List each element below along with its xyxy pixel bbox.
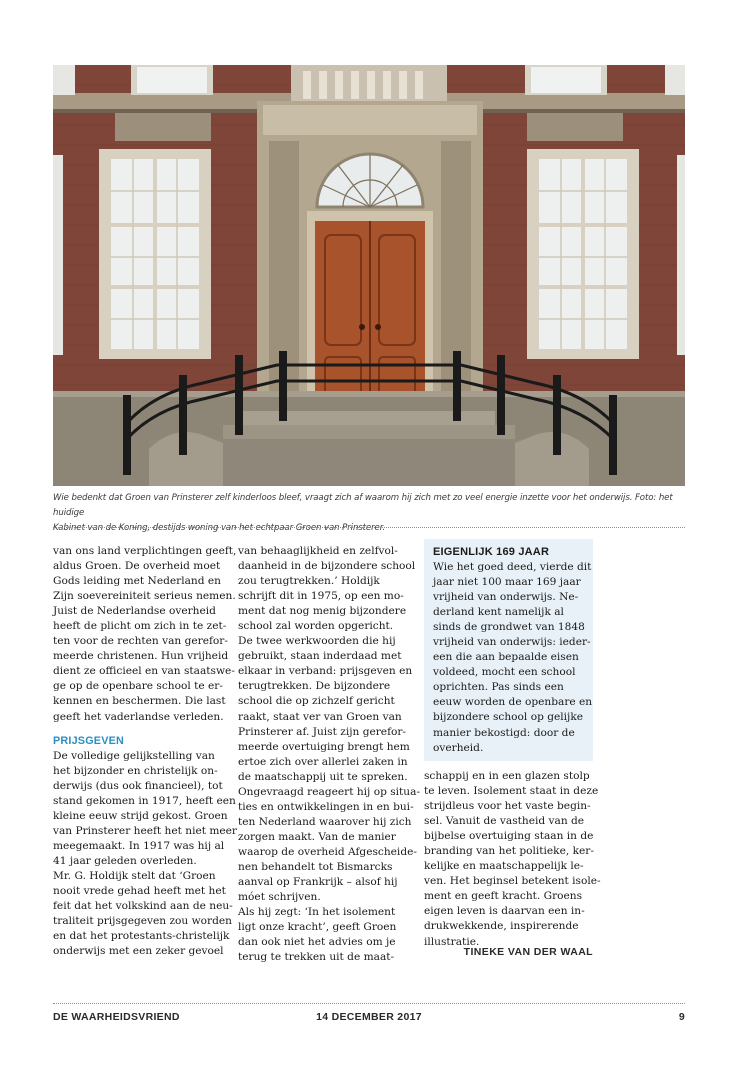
sidebar-title: EIGENLIJK 169 JAAR — [433, 546, 550, 558]
text-line: Wie het goed deed, vierde dit — [433, 561, 592, 573]
article-column-2 — [238, 544, 421, 965]
text-line: ertoe zich over allerlei zaken in — [238, 755, 408, 768]
photo-caption — [53, 491, 685, 536]
article-column-1 — [53, 544, 237, 959]
text-line: bijbelse overtuiging staan in de — [424, 830, 594, 843]
text-line: stand gekomen in 1917, heeft een — [53, 794, 236, 807]
text-line: Mr. G. Holdijk stelt dat ‘Groen — [53, 869, 216, 882]
text-line: meerde christenen. Hun vrijheid — [53, 650, 229, 663]
text-line: nen behandelt tot Bismarcks — [238, 860, 393, 873]
text-line: Gods leiding met Nederland en — [53, 575, 221, 588]
caption-divider — [53, 527, 685, 528]
text-line: ment en geeft kracht. Groens — [424, 890, 583, 903]
text-line: illustratie. — [424, 935, 480, 948]
text-line: nooit vrede gehad heeft met het — [53, 885, 226, 898]
author-byline: TINEKE VAN DER WAAL — [463, 946, 593, 958]
text-line: geeft het vaderlandse verleden. — [53, 710, 224, 723]
text-line: aanval op Frankrijk – alsof hij — [238, 876, 398, 889]
text-line: strijdleus voor het vaste begin- — [424, 800, 591, 813]
text-line: elkaar in verband: prijsgeven en — [238, 665, 413, 678]
text-line: de maatschappij uit te spreken. — [238, 770, 408, 783]
text-line: overheid. — [433, 741, 484, 754]
text-line: Zijn soevereiniteit serieus nemen. — [53, 590, 236, 603]
text-line: zorgen maakt. Van de manier — [238, 830, 396, 843]
text-line: derland kent namelijk al — [433, 606, 564, 619]
text-line: en dat het protestants-christelijk — [53, 930, 230, 943]
text-line: schrijft dit in 1975, op een mo- — [238, 590, 404, 603]
text-line: Prinsterer af. Juist zijn gerefor- — [238, 725, 407, 738]
text-line: manier bekostigd: door de — [433, 726, 575, 739]
text-line: sel. Vanuit de vastheid van de — [424, 815, 585, 828]
text-line: dan ook niet het advies om je — [238, 936, 396, 949]
text-line: vrijheid van onderwijs. Ne- — [433, 591, 579, 604]
text-line: ties en ontwikkelingen in en bui- — [238, 800, 414, 813]
text-line: van ons land verplichtingen geeft, — [53, 545, 237, 557]
section-heading: PRIJSGEVEN — [53, 734, 125, 747]
text-line: heeft de plicht om zich in te zet- — [53, 620, 227, 633]
text-line: schappij en in een glazen stolp — [424, 770, 590, 782]
publication-name: DE WAARHEIDSVRIEND — [53, 1011, 180, 1023]
text-line: móet schrijven. — [238, 891, 321, 904]
text-line: dient ze officieel en van staatswe- — [53, 665, 235, 678]
text-line: eeuw worden de openbare en — [433, 696, 593, 709]
text-line: branding van het politieke, ker- — [424, 845, 594, 858]
text-line: ten Nederland waarover hij zich — [238, 815, 412, 828]
text-line: ge op de openbare school te er- — [53, 680, 223, 693]
text-line: aldus Groen. De overheid moet — [53, 560, 221, 573]
text-line: drukwekkende, inspirerende — [424, 920, 579, 933]
text-line: ment dat nog menig bijzondere — [238, 605, 407, 618]
text-line: De volledige gelijkstelling van — [53, 749, 215, 762]
text-line: eigen leven is daarvan een in- — [424, 905, 585, 918]
text-line: 41 jaar geleden overleden. — [53, 854, 197, 867]
issue-date: 14 DECEMBER 2017 — [316, 1011, 422, 1023]
text-line: van behaaglijkheid en zelfvol- — [238, 545, 398, 557]
text-line: derwijs (dus ook financieel), tot — [53, 779, 223, 792]
text-line: vrijheid van onderwijs: ieder- — [433, 636, 591, 649]
text-line: daanheid in de bijzondere school — [238, 560, 416, 573]
text-line: het bijzonder en christelijk on- — [53, 764, 218, 777]
text-line: van Prinsterer heeft het niet meer — [53, 824, 237, 837]
text-line: Ongevraagd reageert hij op situa- — [238, 785, 421, 798]
text-line: traliteit prijsgegeven zou worden — [53, 915, 232, 928]
text-line: sinds de grondwet van 1848 — [433, 621, 585, 634]
page-number: 9 — [678, 1011, 685, 1023]
text-line: meegemaakt. In 1917 was hij al — [53, 839, 225, 852]
text-line: school zal worden opgericht. — [238, 620, 394, 633]
text-line: onderwijs met een zeker gevoel — [53, 945, 224, 958]
text-line: kelijke en maatschappelijk le- — [424, 860, 584, 873]
caption-line: Kabinet van de Koning, destijds woning van het echtpaar Groen van Prinsterer. — [53, 523, 386, 533]
text-line: een die aan bepaalde eisen — [433, 651, 579, 664]
building-photo — [53, 65, 685, 486]
text-line: oprichten. Pas sinds een — [433, 681, 564, 694]
text-line: jaar niet 100 maar 169 jaar — [433, 576, 581, 589]
text-line: gebruikt, staan inderdaad met — [238, 650, 402, 663]
text-line: De twee werkwoorden die hij — [238, 635, 396, 648]
text-line: bijzondere school op gelijke — [433, 711, 584, 724]
footer-divider — [53, 1003, 685, 1004]
caption-line: Wie bedenkt dat Groen van Prinsterer zelf kinderloos bleef, vraagt zich af waarom hij zich met zo veel energie inzette voor het onderwijs. Foto: het huidige — [53, 493, 673, 518]
text-line: kennen en beschermen. Die last — [53, 695, 226, 708]
text-line: zou terugtrekken.’ Holdijk — [238, 575, 380, 588]
text-line: ven. Het beginsel betekent isole- — [424, 875, 601, 888]
text-line: Juist de Nederlandse overheid — [53, 605, 216, 618]
text-line: terugtrekken. De bijzondere — [238, 680, 391, 693]
article-column-3 — [424, 769, 601, 950]
sidebar-box — [424, 539, 593, 761]
text-line: meerde overtuiging brengt hem — [238, 740, 410, 753]
text-line: ligt onze kracht’, geeft Groen — [238, 921, 397, 934]
text-line: waarop de overheid Afgescheide- — [238, 845, 417, 858]
text-line: terug te trekken uit de maat- — [238, 951, 395, 964]
text-line: feit dat het volkskind aan de neu- — [53, 900, 233, 913]
text-line: school die op zichzelf gericht — [238, 695, 395, 708]
text-line: voldeed, mocht een school — [433, 666, 576, 679]
text-line: ten voor de rechten van gerefor- — [53, 635, 228, 648]
text-line: Als hij zegt: ‘In het isolement — [238, 906, 396, 919]
text-line: te leven. Isolement staat in deze — [424, 785, 599, 798]
building-illustration — [53, 65, 685, 486]
text-line: raakt, staat ver van Groen van — [238, 710, 402, 723]
text-line: kleine eeuw strijd gekost. Groen — [53, 809, 228, 822]
